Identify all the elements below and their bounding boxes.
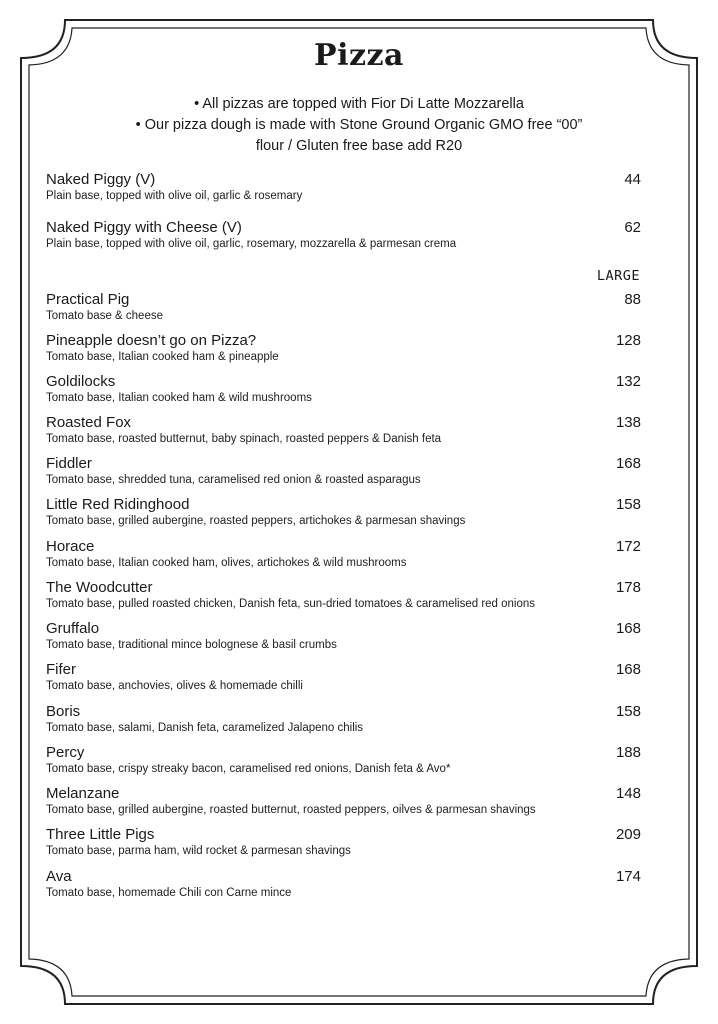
menu-item-description: Tomato base, grilled aubergine, roasted peppers, artichokes & parmesan shavings	[46, 515, 466, 527]
menu-item-name: Percy	[46, 744, 85, 761]
menu-item-description: Tomato base, pulled roasted chicken, Danish feta, sun-dried tomatoes & caramelised red onions	[46, 598, 536, 610]
menu-item	[46, 538, 641, 570]
menu-item-name: Naked Piggy (V)	[46, 171, 156, 188]
menu-item-description: Tomato base, roasted butternut, baby spinach, roasted peppers & Danish feta	[46, 433, 442, 445]
menu-item-description: Tomato base, Italian cooked ham & pineapple	[46, 351, 279, 363]
menu-item-description: Tomato base, salami, Danish feta, caramelized Jalapeno chilis	[46, 722, 364, 734]
menu-item-name: Horace	[46, 538, 95, 555]
menu-item-description: Tomato base, crispy streaky bacon, caramelised red onions, Danish feta & Avo*	[46, 763, 451, 775]
menu-item-price: 168	[615, 455, 641, 472]
menu-item	[46, 868, 641, 900]
menu-item-price: 168	[615, 620, 641, 637]
menu-item-name: Melanzane	[46, 785, 120, 802]
menu-item-price: 174	[615, 868, 641, 885]
menu-item	[46, 496, 641, 528]
size-column-label: LARGE	[596, 268, 640, 284]
menu-item-name: Roasted Fox	[46, 414, 132, 431]
menu-item	[46, 455, 641, 487]
menu-item-name: Practical Pig	[46, 291, 130, 308]
menu-item-price: 128	[615, 332, 641, 349]
menu-item-description: Tomato base & cheese	[46, 310, 163, 322]
menu-item	[46, 332, 641, 364]
menu-item-name: Fifer	[46, 661, 76, 678]
menu-item-name: Naked Piggy with Cheese (V)	[46, 219, 242, 236]
menu-item-price: 209	[615, 826, 641, 843]
menu-item	[46, 620, 641, 652]
menu-item	[46, 373, 641, 405]
menu-item	[46, 661, 641, 693]
page-title: Pizza	[314, 38, 404, 73]
menu-item	[46, 703, 641, 735]
menu-item	[46, 291, 641, 323]
menu-item-description: Tomato base, Italian cooked ham & wild mushrooms	[46, 392, 312, 404]
menu-item-description: Tomato base, Italian cooked ham, olives, artichokes & wild mushrooms	[46, 557, 407, 569]
menu-item-description: Tomato base, homemade Chili con Carne mince	[46, 887, 292, 899]
menu-item-price: 138	[615, 414, 641, 431]
menu-item	[46, 826, 641, 858]
menu-item-price: 44	[624, 171, 641, 188]
menu-item-description: Tomato base, shredded tuna, caramelised red onion & roasted asparagus	[46, 474, 421, 486]
menu-item-price: 88	[624, 291, 641, 308]
menu-item-name: Three Little Pigs	[46, 826, 155, 843]
menu-item-price: 188	[615, 744, 641, 761]
menu-item-price: 172	[615, 538, 641, 555]
menu-item-description: Tomato base, grilled aubergine, roasted butternut, roasted peppers, oilves & parmesan shavings	[46, 804, 536, 816]
menu-item-price: 158	[615, 703, 641, 720]
menu-item-name: Ava	[46, 868, 72, 885]
menu-notes	[90, 94, 628, 157]
menu-item-name: Boris	[46, 703, 81, 720]
menu-item-price: 132	[615, 373, 641, 390]
menu-item-name: Pineapple doesn’t go on Pizza?	[46, 332, 257, 349]
menu-item-name: Little Red Ridinghood	[46, 496, 190, 513]
menu-item-price: 178	[615, 579, 641, 596]
menu-item-description: Tomato base, anchovies, olives & homemade chilli	[46, 680, 303, 692]
menu-item-description: Tomato base, parma ham, wild rocket & parmesan shavings	[46, 845, 351, 857]
menu-item-name: The Woodcutter	[46, 579, 153, 596]
menu-item-price: 148	[615, 785, 641, 802]
note-dough: • Our pizza dough is made with Stone Ground Organic GMO free “00”	[135, 117, 583, 133]
menu-item	[46, 414, 641, 446]
menu-item	[46, 171, 641, 203]
menu-item-name: Fiddler	[46, 455, 92, 472]
menu-item-description: Plain base, topped with olive oil, garlic, rosemary, mozzarella & parmesan crema	[46, 238, 457, 250]
menu-item	[46, 579, 641, 611]
menu-item	[46, 219, 641, 251]
menu-item-name: Gruffalo	[46, 620, 100, 637]
menu-item	[46, 785, 641, 817]
menu-item-price: 168	[615, 661, 641, 678]
menu-item-price: 62	[624, 219, 641, 236]
note-gluten-free: flour / Gluten free base add R20	[255, 138, 463, 154]
menu-item	[46, 744, 641, 776]
menu-item-description: Tomato base, traditional mince bolognese & basil crumbs	[46, 639, 337, 651]
menu-item-name: Goldilocks	[46, 373, 116, 390]
note-mozzarella: • All pizzas are topped with Fior Di Latte Mozzarella	[194, 96, 524, 112]
menu-item-price: 158	[615, 496, 641, 513]
menu-item-description: Plain base, topped with olive oil, garlic & rosemary	[46, 190, 303, 202]
